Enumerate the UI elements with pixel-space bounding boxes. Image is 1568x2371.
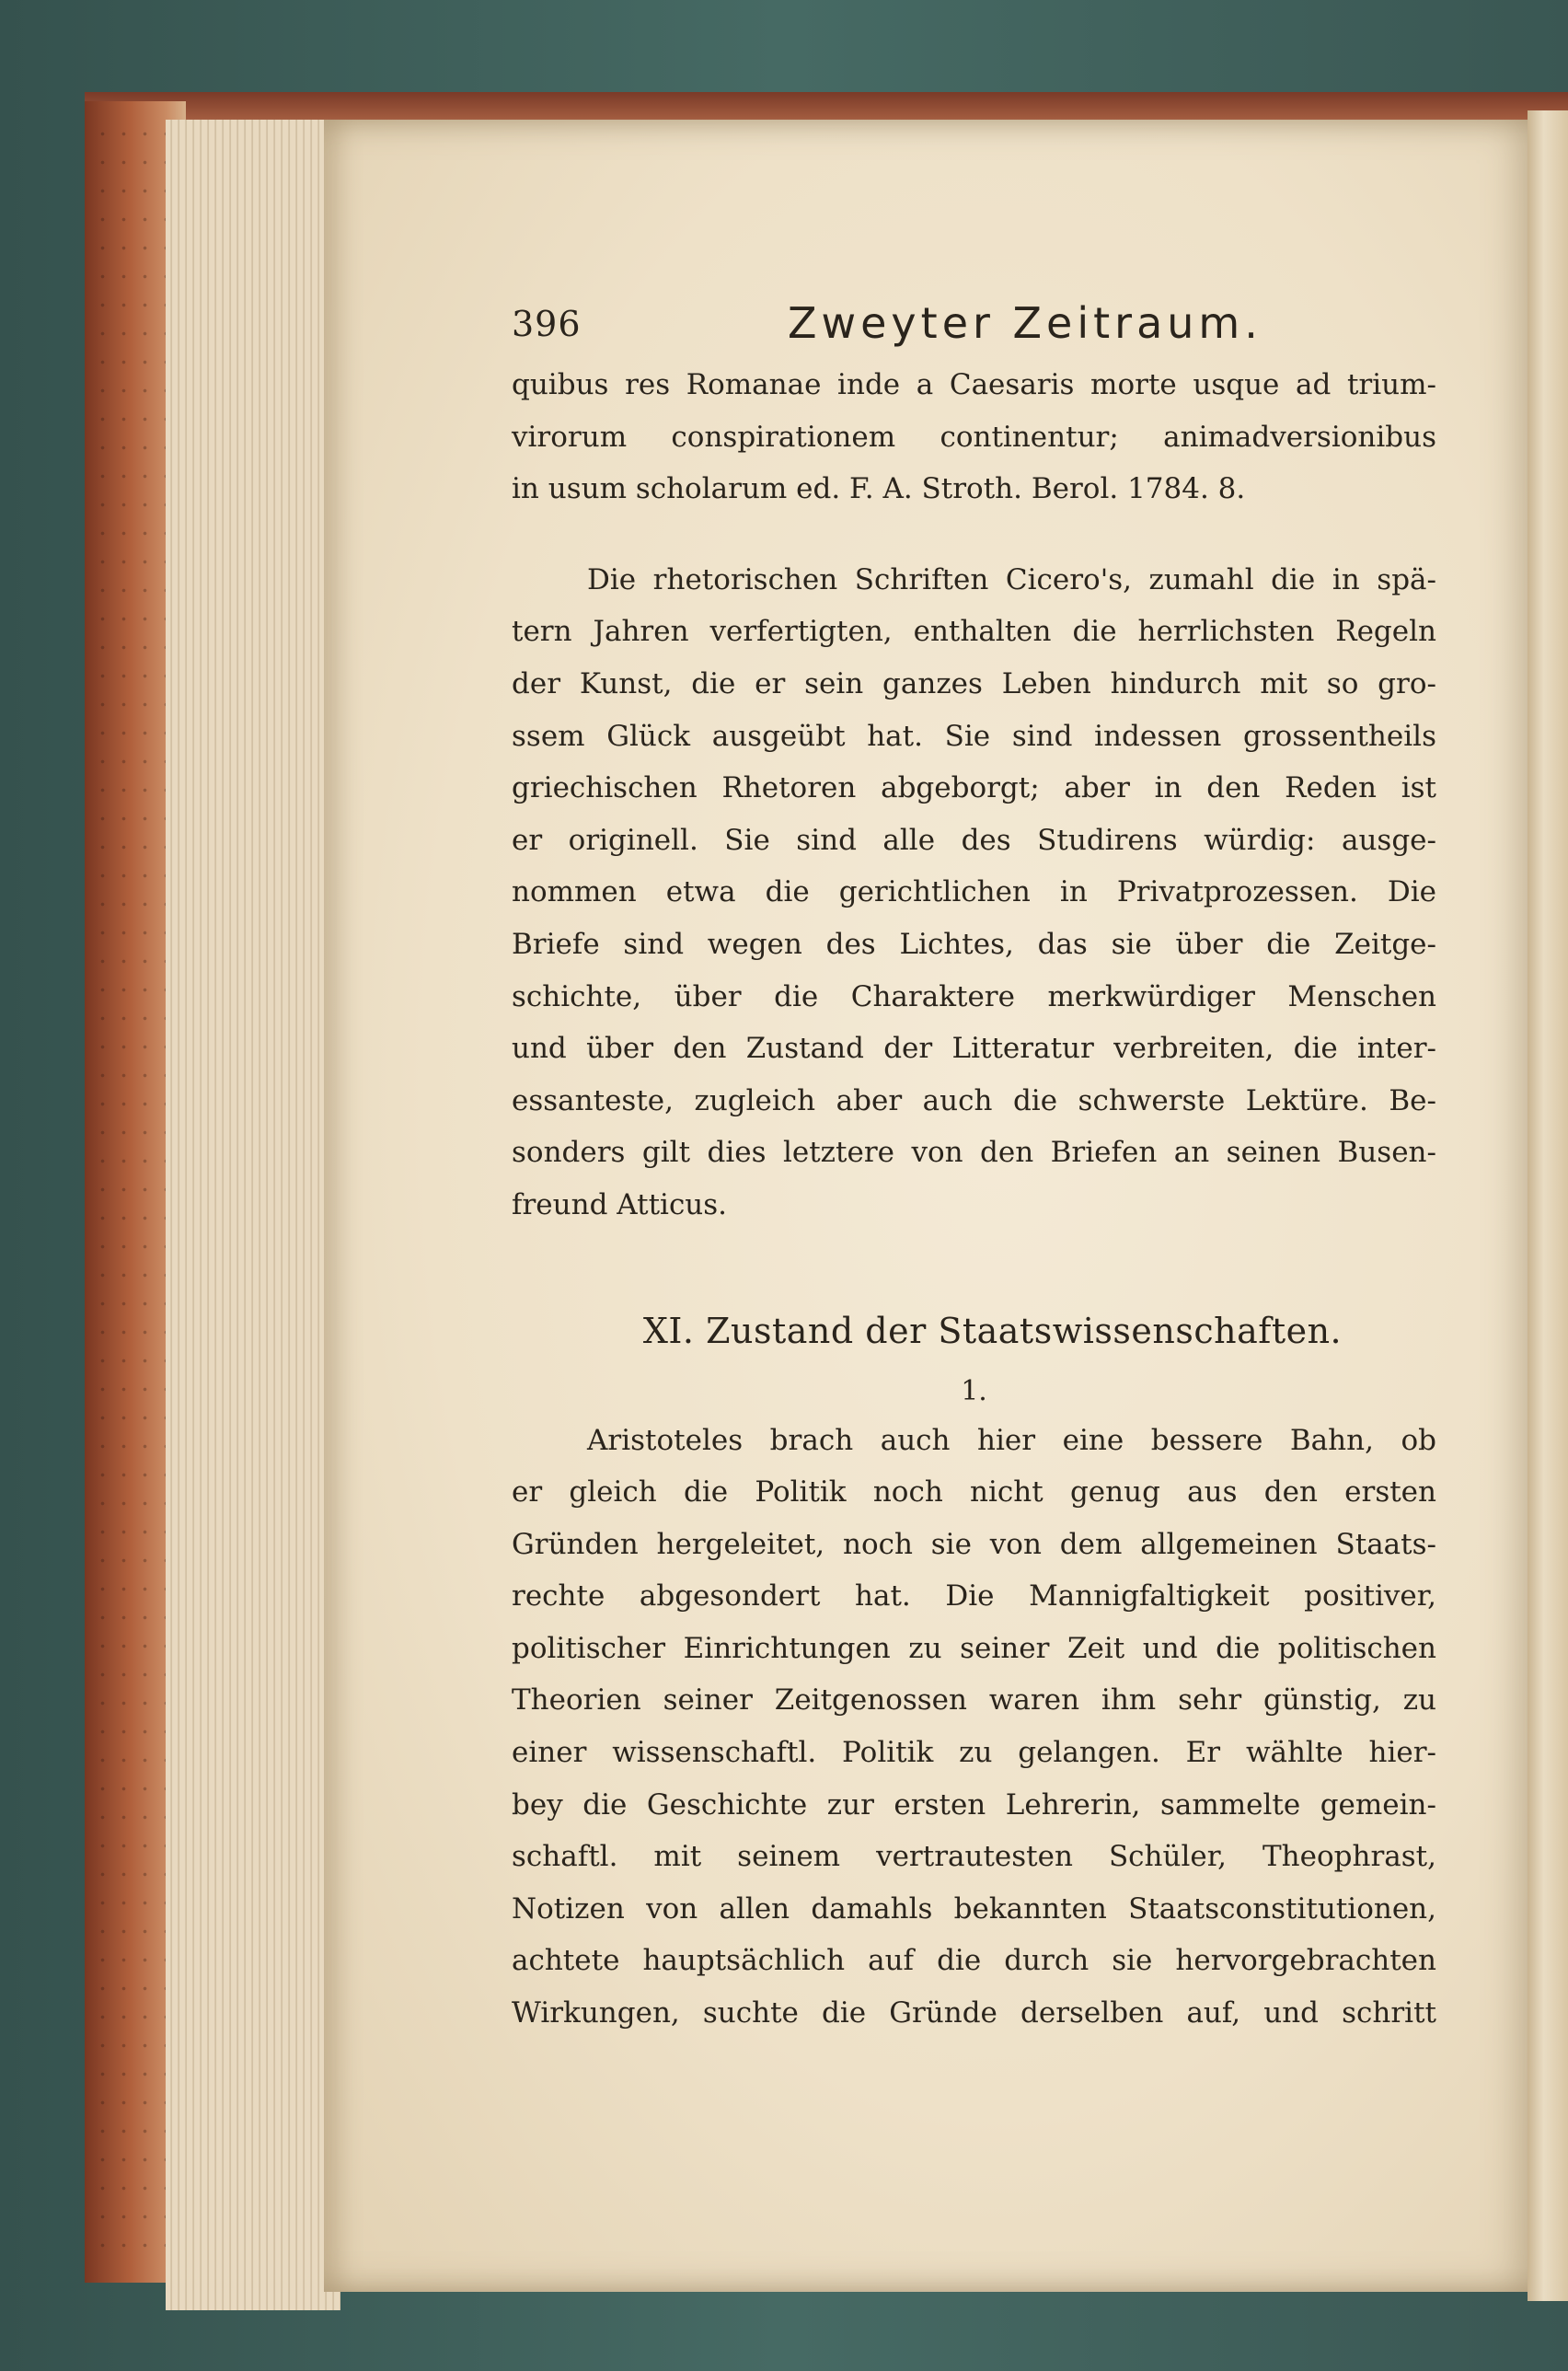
- text-line: er originell. Sie sind alle des Studirens würdig: ausge-: [512, 823, 1436, 857]
- paragraph-gap: [512, 515, 1436, 554]
- text-line: griechischen Rhetoren abgeborgt; aber in den Reden ist: [512, 771, 1436, 805]
- text-line: Briefe sind wegen des Lichtes, das sie über die Zeitge-: [512, 927, 1436, 961]
- text-line: rechte abgesondert hat. Die Mannigfaltigkeit positiver,: [512, 1579, 1436, 1613]
- page-text-block: [512, 298, 1436, 2040]
- text-line: und über den Zustand der Litteratur verbreiten, die inter-: [512, 1032, 1436, 1066]
- text-line: Notizen von allen damahls bekannten Staatsconstitutionen,: [512, 1891, 1436, 1926]
- facing-page-edge: [1528, 110, 1568, 2301]
- text-line: Gründen hergeleitet, noch sie von dem allgemeinen Staats-: [512, 1527, 1436, 1561]
- text-line: achtete hauptsächlich auf die durch sie hervorgebrachten: [512, 1944, 1436, 1978]
- text-line: essanteste, zugleich aber auch die schwerste Lektüre. Be-: [512, 1083, 1436, 1117]
- text-line: ssem Glück ausgeübt hat. Sie sind indessen grossentheils: [512, 719, 1436, 753]
- text-line: Die rhetorischen Schriften Cicero's, zumahl die in spä-: [587, 562, 1436, 596]
- text-line: politischer Einrichtungen zu seiner Zeit und die politischen: [512, 1631, 1436, 1665]
- text-line: sonders gilt dies letztere von den Briefen an seinen Busen-: [512, 1136, 1436, 1170]
- text-line: schichte, über die Charaktere merkwürdiger Menschen: [512, 979, 1436, 1013]
- page-number: 396: [512, 304, 582, 344]
- page-stack-edges: [166, 120, 340, 2310]
- text-line: virorum conspirationem continentur; animadversionibus: [512, 420, 1436, 454]
- cover-marbling: [92, 120, 175, 2264]
- text-line: der Kunst, die er sein ganzes Leben hindurch mit so gro-: [512, 666, 1436, 700]
- text-line: einer wissenschaftl. Politik zu gelangen. Er wählte hier-: [512, 1736, 1436, 1770]
- paragraph-cicero: [512, 554, 1436, 1232]
- text-line: Aristoteles brach auch hier eine bessere Bahn, ob: [587, 1423, 1436, 1457]
- paragraph-bibliography: [512, 359, 1436, 515]
- running-head: [512, 298, 1436, 359]
- text-line: er gleich die Politik noch nicht genug aus den ersten: [512, 1475, 1436, 1509]
- text-line: schaftl. mit seinem vertrautesten Schüler, Theophrast,: [512, 1840, 1436, 1874]
- text-line: nommen etwa die gerichtlichen in Privatprozessen. Die: [512, 875, 1436, 909]
- paragraph-aristoteles: [512, 1415, 1436, 2040]
- text-line: freund Atticus.: [512, 1187, 728, 1221]
- text-line: Theorien seiner Zeitgenossen waren ihm sehr günstig, zu: [512, 1683, 1436, 1718]
- text-line: quibus res Romanae inde a Caesaris morte usque ad trium-: [512, 368, 1436, 401]
- text-line: in usum scholarum ed. F. A. Stroth. Berol. 1784. 8.: [512, 472, 1246, 506]
- text-line: Wirkungen, suchte die Gründe derselben auf, und schritt: [512, 1996, 1436, 2030]
- text-line: tern Jahren verfertigten, enthalten die herrlichsten Regeln: [512, 615, 1436, 649]
- section-number: 1.: [961, 1374, 987, 1407]
- text-line: bey die Geschichte zur ersten Lehrerin, sammelte gemein-: [512, 1787, 1436, 1822]
- section-heading: XI. Zustand der Staatswissenschaften.: [642, 1310, 1343, 1351]
- running-title: Zweyter Zeitraum.: [788, 298, 1262, 348]
